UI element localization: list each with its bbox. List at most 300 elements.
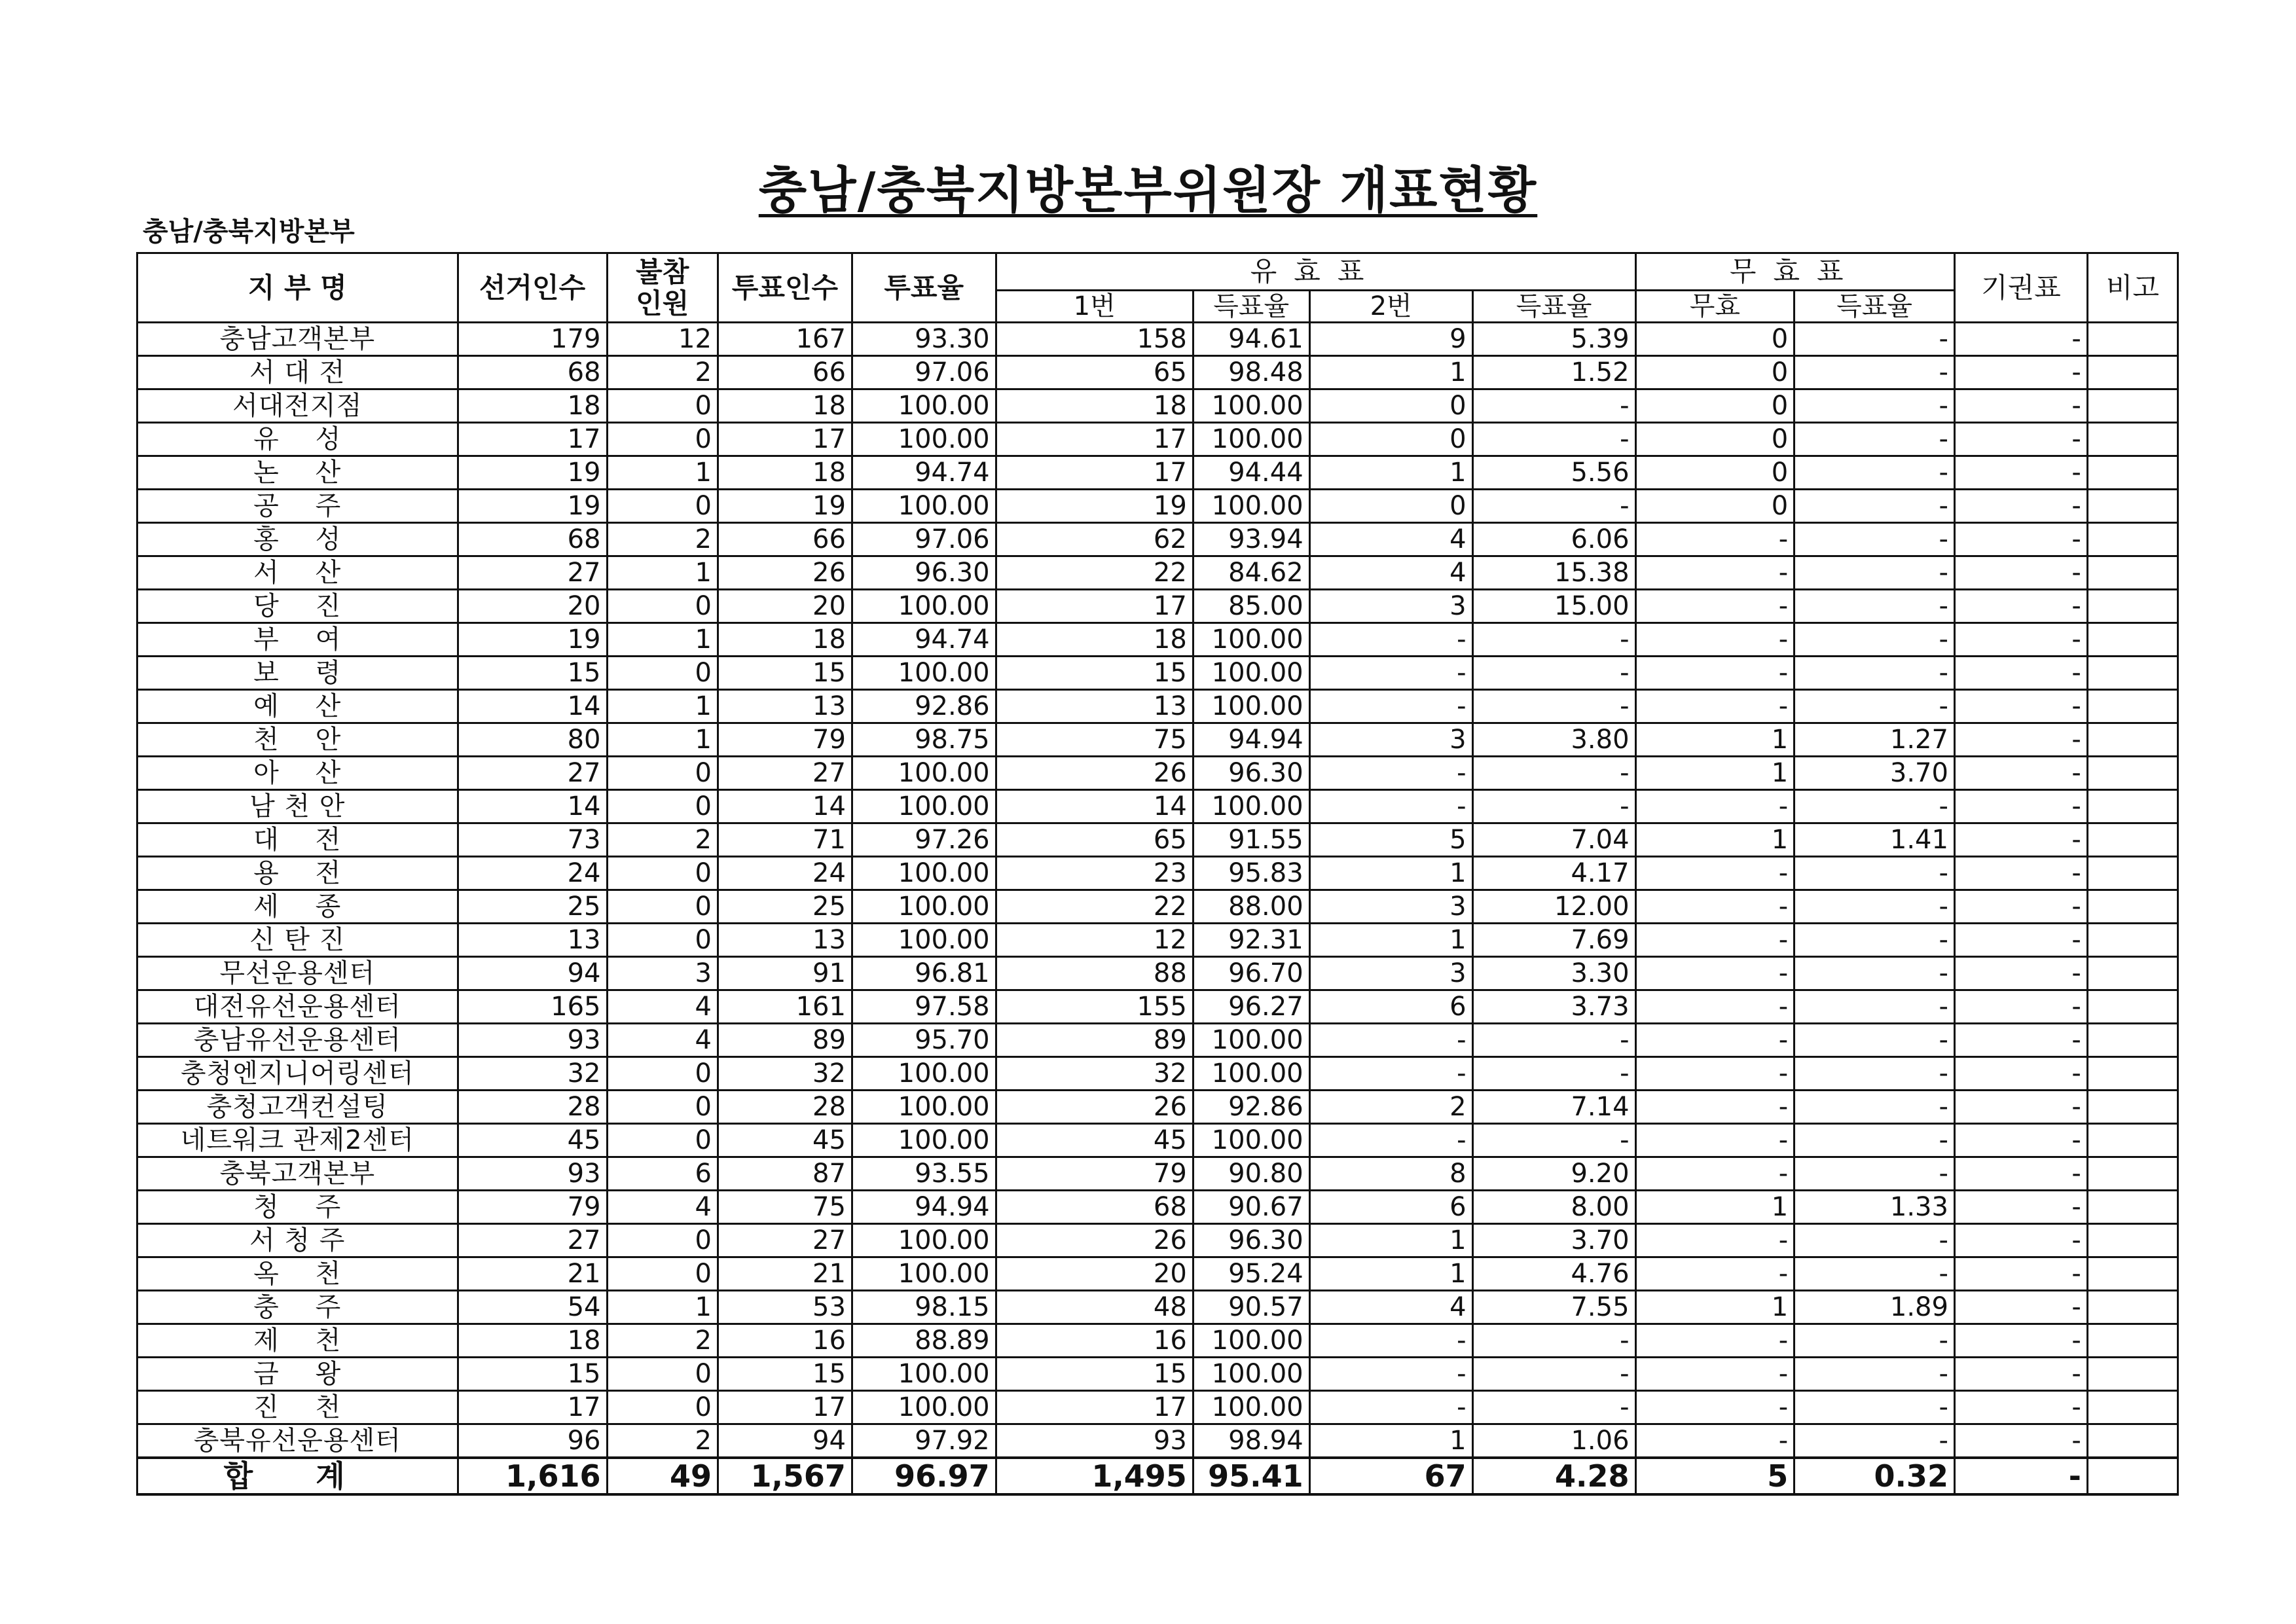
voters-cell: 16 — [718, 1324, 852, 1358]
abstain-cell: - — [1954, 1358, 2087, 1391]
branch-name-cell: 금 왕 — [137, 1358, 458, 1391]
remarks-cell — [2087, 1291, 2178, 1324]
cand1-votes-cell: 18 — [996, 623, 1193, 657]
turnout-cell: 100.00 — [852, 857, 996, 890]
turnout-cell: 100.00 — [852, 657, 996, 690]
electors-cell: 18 — [458, 389, 607, 423]
electors-cell: 25 — [458, 890, 607, 924]
cand2-rate-cell: 7.14 — [1472, 1091, 1635, 1124]
cand2-votes-cell: - — [1309, 757, 1472, 790]
turnout-cell: 100.00 — [852, 790, 996, 823]
cand2-votes-cell: 1 — [1309, 456, 1472, 490]
cand2-rate-cell: 1.52 — [1472, 356, 1635, 389]
table-row — [137, 556, 2178, 590]
remarks-cell — [2087, 790, 2178, 823]
cand2-votes-cell: 3 — [1309, 723, 1472, 757]
col-absent: 불참 인원 — [607, 253, 718, 323]
invalid-votes-cell: - — [1635, 1358, 1795, 1391]
electors-cell: 19 — [458, 623, 607, 657]
remarks-cell — [2087, 990, 2178, 1024]
electors-cell: 14 — [458, 690, 607, 723]
absent-cell: 2 — [607, 523, 718, 556]
abstain-cell: - — [1954, 990, 2087, 1024]
total-remarks-cell — [2087, 1458, 2178, 1494]
table-row — [137, 456, 2178, 490]
invalid-votes-cell: - — [1635, 990, 1795, 1024]
cand2-votes-cell: 6 — [1309, 990, 1472, 1024]
cand2-votes-cell: - — [1309, 1124, 1472, 1157]
cand1-votes-cell: 15 — [996, 1358, 1193, 1391]
abstain-cell: - — [1954, 456, 2087, 490]
col-cand1: 1번 — [996, 291, 1193, 323]
total-invalid-rate-cell: 0.32 — [1795, 1458, 1955, 1494]
branch-name-cell: 진 천 — [137, 1391, 458, 1424]
remarks-cell — [2087, 1224, 2178, 1257]
abstain-cell: - — [1954, 623, 2087, 657]
remarks-cell — [2087, 523, 2178, 556]
branch-name-cell: 부 여 — [137, 623, 458, 657]
invalid-votes-cell: - — [1635, 523, 1795, 556]
absent-cell: 12 — [607, 323, 718, 356]
electors-cell: 165 — [458, 990, 607, 1024]
total-cand2-rate-cell: 4.28 — [1472, 1458, 1635, 1494]
invalid-votes-cell: - — [1635, 1157, 1795, 1191]
absent-cell: 0 — [607, 1057, 718, 1091]
col-electors: 선거인수 — [458, 253, 607, 323]
cand1-rate-cell: 90.57 — [1193, 1291, 1309, 1324]
remarks-cell — [2087, 757, 2178, 790]
absent-cell: 1 — [607, 1291, 718, 1324]
turnout-cell: 100.00 — [852, 924, 996, 957]
cand1-votes-cell: 14 — [996, 790, 1193, 823]
invalid-rate-cell: 1.33 — [1795, 1191, 1955, 1224]
remarks-cell — [2087, 1324, 2178, 1358]
cand1-rate-cell: 85.00 — [1193, 590, 1309, 623]
table-body — [137, 323, 2178, 1495]
turnout-cell: 100.00 — [852, 1124, 996, 1157]
cand1-votes-cell: 17 — [996, 590, 1193, 623]
cand1-votes-cell: 26 — [996, 1224, 1193, 1257]
cand1-votes-cell: 22 — [996, 890, 1193, 924]
col-branch: 지 부 명 — [137, 253, 458, 323]
invalid-rate-cell: 1.41 — [1795, 823, 1955, 857]
electors-cell: 73 — [458, 823, 607, 857]
invalid-rate-cell: - — [1795, 890, 1955, 924]
invalid-rate-cell: - — [1795, 690, 1955, 723]
table-row — [137, 924, 2178, 957]
branch-name-cell: 보 령 — [137, 657, 458, 690]
abstain-cell: - — [1954, 1224, 2087, 1257]
turnout-cell: 100.00 — [852, 757, 996, 790]
cand2-votes-cell: 1 — [1309, 356, 1472, 389]
cand1-rate-cell: 94.94 — [1193, 723, 1309, 757]
invalid-rate-cell: - — [1795, 1358, 1955, 1391]
turnout-cell: 94.74 — [852, 623, 996, 657]
table-row — [137, 1224, 2178, 1257]
voters-cell: 20 — [718, 590, 852, 623]
turnout-cell: 100.00 — [852, 1057, 996, 1091]
cand1-rate-cell: 100.00 — [1193, 1324, 1309, 1358]
col-voters: 투표인수 — [718, 253, 852, 323]
turnout-cell: 100.00 — [852, 1224, 996, 1257]
cand2-rate-cell: 15.38 — [1472, 556, 1635, 590]
absent-cell: 2 — [607, 1324, 718, 1358]
electors-cell: 45 — [458, 1124, 607, 1157]
abstain-cell: - — [1954, 657, 2087, 690]
abstain-cell: - — [1954, 1091, 2087, 1124]
cand2-rate-cell: - — [1472, 690, 1635, 723]
page-title: 충남/충북지방본부위원장 개표현황 — [758, 161, 1538, 219]
turnout-cell: 100.00 — [852, 1257, 996, 1291]
voters-cell: 94 — [718, 1424, 852, 1458]
branch-name-cell: 남 천 안 — [137, 790, 458, 823]
turnout-cell: 100.00 — [852, 423, 996, 456]
branch-name-cell: 대전유선운용센터 — [137, 990, 458, 1024]
turnout-cell: 98.15 — [852, 1291, 996, 1324]
cand2-votes-cell: 6 — [1309, 1191, 1472, 1224]
absent-cell: 0 — [607, 757, 718, 790]
turnout-cell: 97.06 — [852, 356, 996, 389]
total-invalid-votes-cell: 5 — [1635, 1458, 1795, 1494]
cand2-votes-cell: 1 — [1309, 1224, 1472, 1257]
electors-cell: 19 — [458, 490, 607, 523]
total-absent-cell: 49 — [607, 1458, 718, 1494]
voters-cell: 71 — [718, 823, 852, 857]
cand1-votes-cell: 79 — [996, 1157, 1193, 1191]
cand1-rate-cell: 95.83 — [1193, 857, 1309, 890]
electors-cell: 27 — [458, 757, 607, 790]
absent-cell: 0 — [607, 1091, 718, 1124]
turnout-cell: 96.81 — [852, 957, 996, 990]
remarks-cell — [2087, 1157, 2178, 1191]
table-row — [137, 1391, 2178, 1424]
branch-name-cell: 대 전 — [137, 823, 458, 857]
voters-cell: 18 — [718, 389, 852, 423]
cand2-rate-cell: - — [1472, 490, 1635, 523]
electors-cell: 17 — [458, 423, 607, 456]
col-invalid-group: 무효표 — [1635, 253, 1954, 291]
table-row — [137, 1057, 2178, 1091]
cand1-rate-cell: 98.94 — [1193, 1424, 1309, 1458]
cand2-rate-cell: 6.06 — [1472, 523, 1635, 556]
abstain-cell: - — [1954, 590, 2087, 623]
cand2-rate-cell: 12.00 — [1472, 890, 1635, 924]
cand1-rate-cell: 100.00 — [1193, 1391, 1309, 1424]
cand2-votes-cell: 0 — [1309, 423, 1472, 456]
cand2-rate-cell: - — [1472, 389, 1635, 423]
table-row — [137, 1424, 2178, 1458]
col-abstain: 기권표 — [1954, 253, 2087, 323]
electors-cell: 54 — [458, 1291, 607, 1324]
cand1-votes-cell: 62 — [996, 523, 1193, 556]
absent-cell: 0 — [607, 1224, 718, 1257]
invalid-votes-cell: 0 — [1635, 389, 1795, 423]
col-invalid: 무효 — [1635, 291, 1795, 323]
table-row — [137, 890, 2178, 924]
invalid-rate-cell: - — [1795, 1024, 1955, 1057]
electors-cell: 93 — [458, 1024, 607, 1057]
absent-cell: 1 — [607, 723, 718, 757]
cand2-votes-cell: 4 — [1309, 523, 1472, 556]
remarks-cell — [2087, 924, 2178, 957]
invalid-votes-cell: - — [1635, 623, 1795, 657]
branch-name-cell: 논 산 — [137, 456, 458, 490]
remarks-cell — [2087, 723, 2178, 757]
invalid-rate-cell: - — [1795, 523, 1955, 556]
absent-cell: 0 — [607, 1124, 718, 1157]
electors-cell: 27 — [458, 1224, 607, 1257]
voters-cell: 161 — [718, 990, 852, 1024]
invalid-votes-cell: 1 — [1635, 1291, 1795, 1324]
branch-name-cell: 서대전지점 — [137, 389, 458, 423]
remarks-cell — [2087, 1424, 2178, 1458]
turnout-cell: 100.00 — [852, 490, 996, 523]
cand1-votes-cell: 20 — [996, 1257, 1193, 1291]
cand1-votes-cell: 26 — [996, 1091, 1193, 1124]
absent-cell: 0 — [607, 890, 718, 924]
invalid-rate-cell: - — [1795, 590, 1955, 623]
invalid-votes-cell: - — [1635, 924, 1795, 957]
cand1-rate-cell: 100.00 — [1193, 657, 1309, 690]
remarks-cell — [2087, 356, 2178, 389]
cand2-votes-cell: 8 — [1309, 1157, 1472, 1191]
remarks-cell — [2087, 556, 2178, 590]
voters-cell: 66 — [718, 523, 852, 556]
cand2-votes-cell: 1 — [1309, 1424, 1472, 1458]
abstain-cell: - — [1954, 1024, 2087, 1057]
abstain-cell: - — [1954, 790, 2087, 823]
invalid-rate-cell: - — [1795, 389, 1955, 423]
table-row — [137, 423, 2178, 456]
turnout-cell: 97.26 — [852, 823, 996, 857]
invalid-rate-cell: - — [1795, 1391, 1955, 1424]
voters-cell: 27 — [718, 1224, 852, 1257]
table-row — [137, 1024, 2178, 1057]
total-row — [137, 1458, 2178, 1494]
voters-cell: 24 — [718, 857, 852, 890]
total-turnout-cell: 96.97 — [852, 1458, 996, 1494]
turnout-cell: 97.92 — [852, 1424, 996, 1458]
invalid-rate-cell: 3.70 — [1795, 757, 1955, 790]
invalid-rate-cell: - — [1795, 990, 1955, 1024]
turnout-cell: 100.00 — [852, 1358, 996, 1391]
abstain-cell: - — [1954, 1124, 2087, 1157]
table-row — [137, 490, 2178, 523]
absent-cell: 1 — [607, 456, 718, 490]
abstain-cell: - — [1954, 490, 2087, 523]
table-row — [137, 957, 2178, 990]
abstain-cell: - — [1954, 556, 2087, 590]
turnout-cell: 94.94 — [852, 1191, 996, 1224]
electors-cell: 20 — [458, 590, 607, 623]
invalid-rate-cell: 1.89 — [1795, 1291, 1955, 1324]
invalid-rate-cell: - — [1795, 490, 1955, 523]
absent-cell: 2 — [607, 823, 718, 857]
voters-cell: 17 — [718, 423, 852, 456]
table-row — [137, 1191, 2178, 1224]
branch-name-cell: 충남고객본부 — [137, 323, 458, 356]
cand2-votes-cell: 1 — [1309, 857, 1472, 890]
cand2-rate-cell: - — [1472, 623, 1635, 657]
voters-cell: 13 — [718, 690, 852, 723]
invalid-votes-cell: 0 — [1635, 323, 1795, 356]
col-valid-group: 유효표 — [996, 253, 1635, 291]
branch-name-cell: 충북유선운용센터 — [137, 1424, 458, 1458]
table-row — [137, 1358, 2178, 1391]
abstain-cell: - — [1954, 1191, 2087, 1224]
voters-cell: 14 — [718, 790, 852, 823]
cand2-rate-cell: 9.20 — [1472, 1157, 1635, 1191]
cand2-rate-cell: 15.00 — [1472, 590, 1635, 623]
invalid-votes-cell: 1 — [1635, 723, 1795, 757]
branch-name-cell: 충청엔지니어링센터 — [137, 1057, 458, 1091]
invalid-votes-cell: - — [1635, 1257, 1795, 1291]
branch-name-cell: 충청고객컨설팅 — [137, 1091, 458, 1124]
remarks-cell — [2087, 389, 2178, 423]
cand1-rate-cell: 98.48 — [1193, 356, 1309, 389]
cand2-votes-cell: - — [1309, 1024, 1472, 1057]
invalid-votes-cell: - — [1635, 857, 1795, 890]
remarks-cell — [2087, 1057, 2178, 1091]
absent-cell: 0 — [607, 1358, 718, 1391]
table-row — [137, 657, 2178, 690]
absent-cell: 4 — [607, 990, 718, 1024]
electors-cell: 179 — [458, 323, 607, 356]
absent-cell: 0 — [607, 924, 718, 957]
remarks-cell — [2087, 1358, 2178, 1391]
absent-cell: 0 — [607, 590, 718, 623]
invalid-rate-cell: - — [1795, 1124, 1955, 1157]
table-row — [137, 590, 2178, 623]
branch-name-cell: 천 안 — [137, 723, 458, 757]
total-voters-cell: 1,567 — [718, 1458, 852, 1494]
branch-name-cell: 세 종 — [137, 890, 458, 924]
turnout-cell: 100.00 — [852, 389, 996, 423]
cand1-rate-cell: 100.00 — [1193, 490, 1309, 523]
invalid-votes-cell: - — [1635, 1224, 1795, 1257]
cand2-votes-cell: 0 — [1309, 389, 1472, 423]
table-row — [137, 323, 2178, 356]
cand1-rate-cell: 96.70 — [1193, 957, 1309, 990]
cand2-rate-cell: 5.39 — [1472, 323, 1635, 356]
invalid-rate-cell: - — [1795, 323, 1955, 356]
turnout-cell: 97.06 — [852, 523, 996, 556]
invalid-votes-cell: - — [1635, 1324, 1795, 1358]
absent-cell: 6 — [607, 1157, 718, 1191]
cand1-votes-cell: 32 — [996, 1057, 1193, 1091]
table-row — [137, 523, 2178, 556]
invalid-votes-cell: - — [1635, 957, 1795, 990]
abstain-cell: - — [1954, 323, 2087, 356]
invalid-votes-cell: 1 — [1635, 1191, 1795, 1224]
cand2-rate-cell: 1.06 — [1472, 1424, 1635, 1458]
absent-cell: 0 — [607, 790, 718, 823]
absent-cell: 4 — [607, 1024, 718, 1057]
invalid-rate-cell: - — [1795, 423, 1955, 456]
branch-name-cell: 홍 성 — [137, 523, 458, 556]
absent-cell: 1 — [607, 623, 718, 657]
cand2-votes-cell: 0 — [1309, 490, 1472, 523]
cand1-votes-cell: 26 — [996, 757, 1193, 790]
cand2-votes-cell: 3 — [1309, 957, 1472, 990]
voters-cell: 66 — [718, 356, 852, 389]
table-row — [137, 1091, 2178, 1124]
abstain-cell: - — [1954, 1291, 2087, 1324]
cand2-votes-cell: - — [1309, 1391, 1472, 1424]
invalid-rate-cell: - — [1795, 1091, 1955, 1124]
electors-cell: 21 — [458, 1257, 607, 1291]
branch-name-cell: 제 천 — [137, 1324, 458, 1358]
cand2-votes-cell: - — [1309, 657, 1472, 690]
cand2-rate-cell: 4.17 — [1472, 857, 1635, 890]
table-row — [137, 723, 2178, 757]
abstain-cell: - — [1954, 823, 2087, 857]
electors-cell: 96 — [458, 1424, 607, 1458]
branch-name-cell: 공 주 — [137, 490, 458, 523]
table-row — [137, 690, 2178, 723]
cand2-votes-cell: 1 — [1309, 1257, 1472, 1291]
electors-cell: 80 — [458, 723, 607, 757]
invalid-votes-cell: 1 — [1635, 823, 1795, 857]
vote-tally-table — [136, 252, 2179, 1496]
remarks-cell — [2087, 1024, 2178, 1057]
abstain-cell: - — [1954, 1157, 2087, 1191]
remarks-cell — [2087, 490, 2178, 523]
invalid-rate-cell: - — [1795, 1324, 1955, 1358]
cand2-rate-cell: - — [1472, 423, 1635, 456]
total-cand2-votes-cell: 67 — [1309, 1458, 1472, 1494]
cand1-rate-cell: 100.00 — [1193, 389, 1309, 423]
branch-name-cell: 예 산 — [137, 690, 458, 723]
invalid-rate-cell: 1.27 — [1795, 723, 1955, 757]
abstain-cell: - — [1954, 924, 2087, 957]
table-row — [137, 623, 2178, 657]
table-row — [137, 1157, 2178, 1191]
cand2-votes-cell: 4 — [1309, 556, 1472, 590]
invalid-rate-cell: - — [1795, 623, 1955, 657]
branch-name-cell: 아 산 — [137, 757, 458, 790]
turnout-cell: 100.00 — [852, 1391, 996, 1424]
invalid-rate-cell: - — [1795, 857, 1955, 890]
remarks-cell — [2087, 690, 2178, 723]
cand1-rate-cell: 100.00 — [1193, 690, 1309, 723]
voters-cell: 18 — [718, 456, 852, 490]
invalid-votes-cell: - — [1635, 556, 1795, 590]
cand1-votes-cell: 75 — [996, 723, 1193, 757]
invalid-votes-cell: - — [1635, 657, 1795, 690]
total-branch-name-cell: 합 계 — [137, 1458, 458, 1494]
cand2-votes-cell: 9 — [1309, 323, 1472, 356]
invalid-votes-cell: 0 — [1635, 423, 1795, 456]
table-row — [137, 356, 2178, 389]
invalid-votes-cell: 0 — [1635, 456, 1795, 490]
remarks-cell — [2087, 857, 2178, 890]
cand1-votes-cell: 19 — [996, 490, 1193, 523]
voters-cell: 32 — [718, 1057, 852, 1091]
cand1-rate-cell: 91.55 — [1193, 823, 1309, 857]
branch-name-cell: 유 성 — [137, 423, 458, 456]
cand1-rate-cell: 92.31 — [1193, 924, 1309, 957]
abstain-cell: - — [1954, 423, 2087, 456]
invalid-votes-cell: - — [1635, 790, 1795, 823]
electors-cell: 93 — [458, 1157, 607, 1191]
remarks-cell — [2087, 590, 2178, 623]
abstain-cell: - — [1954, 1324, 2087, 1358]
voters-cell: 87 — [718, 1157, 852, 1191]
remarks-cell — [2087, 1091, 2178, 1124]
remarks-cell — [2087, 1391, 2178, 1424]
cand1-votes-cell: 65 — [996, 823, 1193, 857]
